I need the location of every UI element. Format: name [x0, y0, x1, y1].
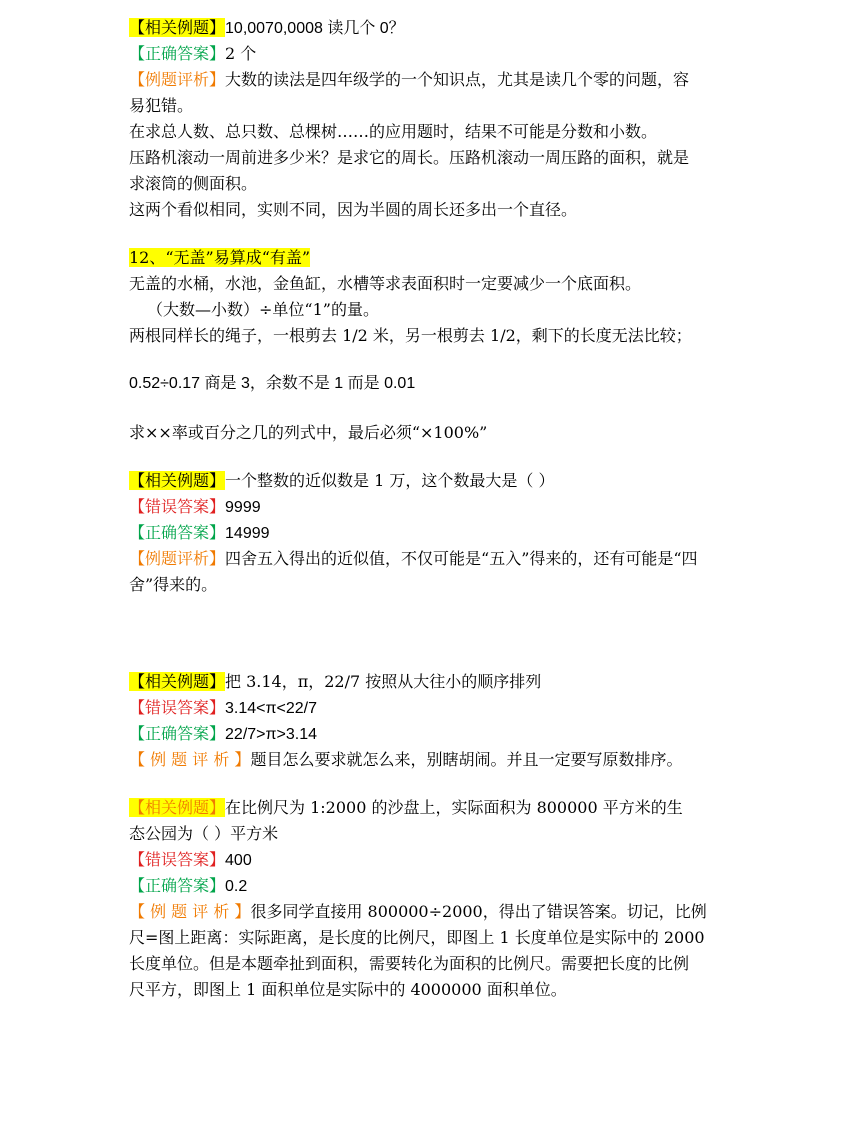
- example-4-analysis-line3: 长度单位。但是本题牵扯到面积，需要转化为面积的比例尺。需要把长度的比例: [129, 954, 690, 973]
- analysis-label: 【 例 题 评 析 】: [129, 902, 251, 921]
- example-1-analysis-line: [129, 69, 689, 91]
- example-4-question: 在比例尺为 1:2000 的沙盘上，实际面积为 800000 平方米的生: [225, 798, 683, 817]
- correct-answer-label: 【正确答案】: [129, 876, 226, 895]
- correct-answer-label: 【正确答案】: [129, 523, 226, 542]
- example-2-question-line: [129, 470, 554, 492]
- wrong-answer-label: 【错误答案】: [129, 698, 226, 717]
- example-1-analysis-continued: 易犯错。: [129, 96, 194, 115]
- note-roller-line1: 压路机滚动一周前进多少米？是求它的周长。压路机滚动一周压路的面积，就是: [129, 148, 690, 167]
- example-3-question-line: [129, 671, 541, 693]
- related-example-label: 【相关例题】: [129, 672, 226, 691]
- example-4-question-continued: 态公园为（ ）平方米: [129, 824, 279, 843]
- example-2-wrong-line: [129, 496, 261, 518]
- example-1-correct-line: [129, 43, 256, 65]
- example-3-correct-answer: 22/7>π>3.14: [225, 726, 318, 743]
- example-4-correct-answer: 0.2: [225, 878, 248, 895]
- example-4-analysis-line4: 尺平方，即图上 1 面积单位是实际中的 4000000 面积单位。: [129, 980, 567, 999]
- example-3-wrong-line: [129, 697, 317, 719]
- example-4-correct-line: [129, 875, 247, 897]
- example-1-question-line: [129, 17, 405, 39]
- analysis-label: 【例题评析】: [129, 549, 226, 568]
- example-2-question: 一个整数的近似数是 1 万，这个数最大是（ ）: [225, 471, 555, 490]
- analysis-label: 【 例 题 评 析 】: [129, 750, 251, 769]
- note-semicircle: 这两个看似相同，实则不同，因为半圆的周长还多出一个直径。: [129, 200, 578, 219]
- section-12-line1: 无盖的水桶，水池，金鱼缸，水槽等求表面积时一定要减少一个底面积。: [129, 274, 642, 293]
- example-4-analysis-text: 很多同学直接用 800000÷2000，得出了错误答案。切记，比例: [250, 902, 707, 921]
- note-integer-results: 在求总人数、总只数、总棵树……的应用题时，结果不可能是分数和小数。: [129, 122, 658, 141]
- correct-answer-label: 【正确答案】: [129, 44, 226, 63]
- correct-answer-label: 【正确答案】: [129, 724, 226, 743]
- section-12-line4: 0.52÷0.17 商是 3，余数不是 1 而是 0.01: [129, 375, 416, 392]
- example-3-analysis-line: [129, 749, 682, 771]
- related-example-label: 【相关例题】: [129, 18, 226, 37]
- example-4-analysis-line2: 尺=图上距离：实际距离，是长度的比例尺，即图上 1 长度单位是实际中的 2000: [129, 928, 705, 947]
- example-3-correct-line: [129, 723, 317, 745]
- example-2-correct-answer: 14999: [225, 525, 270, 542]
- example-1-correct-answer: 2 个: [225, 44, 257, 63]
- example-1-question: 10,0070,0008 读几个 0？: [225, 20, 405, 37]
- example-3-question: 把 3.14，π，22/7 按照从大往小的顺序排列: [225, 672, 542, 691]
- section-12-line3: 两根同样长的绳子，一根剪去 1/2 米，另一根剪去 1/2，剩下的长度无法比较；: [129, 326, 692, 345]
- example-4-question-line: [129, 797, 683, 819]
- example-2-correct-line: [129, 522, 270, 544]
- related-example-label: 【相关例题】: [129, 798, 226, 817]
- example-2-analysis-text: 四舍五入得出的近似值，不仅可能是“五入”得来的，还有可能是“四: [225, 549, 698, 568]
- example-4-wrong-line: [129, 849, 252, 871]
- example-2-analysis-line: [129, 548, 698, 570]
- example-4-analysis-line: [129, 901, 707, 923]
- section-12-heading-line: [129, 247, 310, 269]
- analysis-label: 【例题评析】: [129, 70, 226, 89]
- example-2-wrong-answer: 9999: [225, 499, 261, 516]
- example-4-wrong-answer: 400: [225, 852, 252, 869]
- wrong-answer-label: 【错误答案】: [129, 850, 226, 869]
- wrong-answer-label: 【错误答案】: [129, 497, 226, 516]
- note-roller-line2: 求滚筒的侧面积。: [129, 174, 258, 193]
- section-12-heading: 12、“无盖”易算成“有盖”: [129, 248, 311, 267]
- example-2-analysis-continued: 舍”得来的。: [129, 575, 218, 594]
- example-3-analysis-text: 题目怎么要求就怎么来，别瞎胡闹。并且一定要写原数排序。: [250, 750, 683, 769]
- example-3-wrong-answer: 3.14<π<22/7: [225, 700, 318, 717]
- example-1-analysis-text: 大数的读法是四年级学的一个知识点，尤其是读几个零的问题，容: [225, 70, 690, 89]
- section-12-line2: （大数—小数）÷单位“1”的量。: [147, 300, 379, 319]
- section-12-line5: 求××率或百分之几的列式中，最后必须“×100%”: [129, 423, 488, 442]
- related-example-label: 【相关例题】: [129, 471, 226, 490]
